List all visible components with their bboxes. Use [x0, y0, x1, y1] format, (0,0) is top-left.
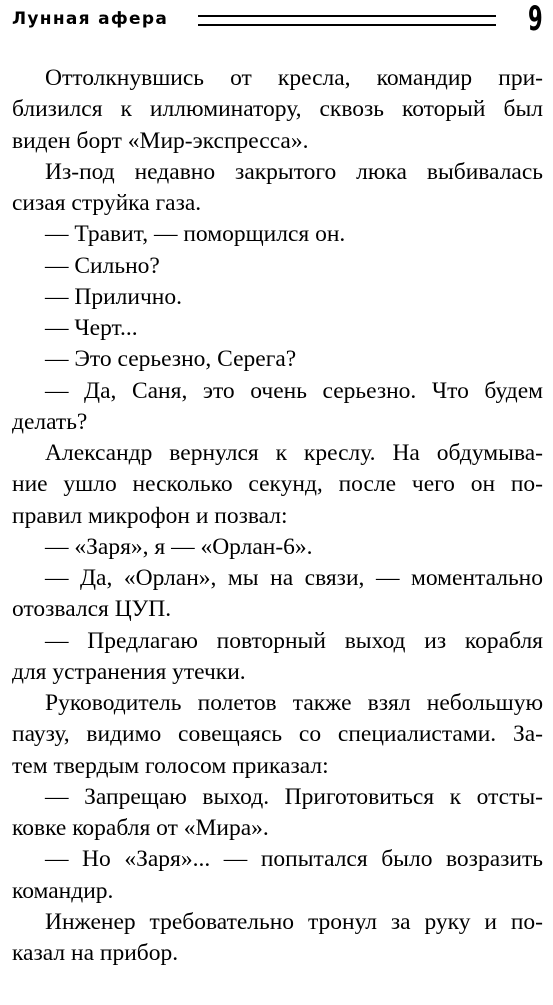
text-line: — Запрещаю выход. Приготовиться к отсты-: [45, 783, 543, 810]
header-rule-top: [198, 15, 496, 17]
body-text: [12, 63, 543, 969]
text-line: — Прилично.: [45, 283, 182, 310]
text-line: Из-под недавно закрытого люка выбивалась: [45, 158, 543, 185]
text-line: казал на прибор.: [12, 940, 179, 966]
text-line: отозвался ЦУП.: [12, 596, 172, 623]
text-line: — Да, Саня, это очень серьезно. Что будем: [45, 377, 543, 404]
text-line: сизая струйка газа.: [12, 190, 202, 216]
text-line: — Сильно?: [45, 252, 160, 279]
text-line: — Травит, — поморщился он.: [45, 221, 346, 248]
text-line: паузу, видимо совещаясь со специалистами. За-: [12, 721, 543, 748]
text-line: Руководитель полетов также взял небольшую: [45, 690, 543, 716]
text-line: виден борт «Мир-экспресса».: [12, 127, 309, 154]
text-line: — Это серьезно, Серега?: [45, 346, 297, 373]
text-line: ковке корабля от «Мира».: [12, 815, 269, 841]
page-header: [12, 0, 543, 40]
text-line: правил микрофон и позвал:: [12, 502, 288, 529]
text-line: близился к иллюминатору, сквозь который был: [12, 96, 543, 123]
text-line: — «Заря», я — «Орлан-6».: [45, 533, 313, 560]
page-number: 9: [528, 0, 543, 39]
text-line: Оттолкнувшись от кресла, командир при-: [45, 65, 543, 91]
text-line: ние ушло несколько секунд, после чего он по-: [12, 471, 543, 498]
text-line: для устранения утечки.: [12, 658, 246, 685]
running-title: Лунная афера: [12, 9, 169, 29]
text-line: делать?: [12, 408, 88, 435]
header-rule-bottom: [198, 24, 496, 26]
text-line: — Но «Заря»... — попытался было возразить: [45, 846, 543, 873]
text-line: Инженер требовательно тронул за руку и по-: [45, 908, 543, 935]
text-line: — Черт...: [45, 315, 138, 341]
text-line: командир.: [12, 877, 114, 904]
text-line: Александр вернулся к креслу. На обдумыва-: [45, 440, 543, 466]
text-line: — Предлагаю повторный выход из корабля: [45, 627, 543, 654]
text-line: — Да, «Орлан», мы на связи, — моментально: [45, 565, 543, 591]
text-line: тем твердым голосом приказал:: [12, 752, 329, 779]
